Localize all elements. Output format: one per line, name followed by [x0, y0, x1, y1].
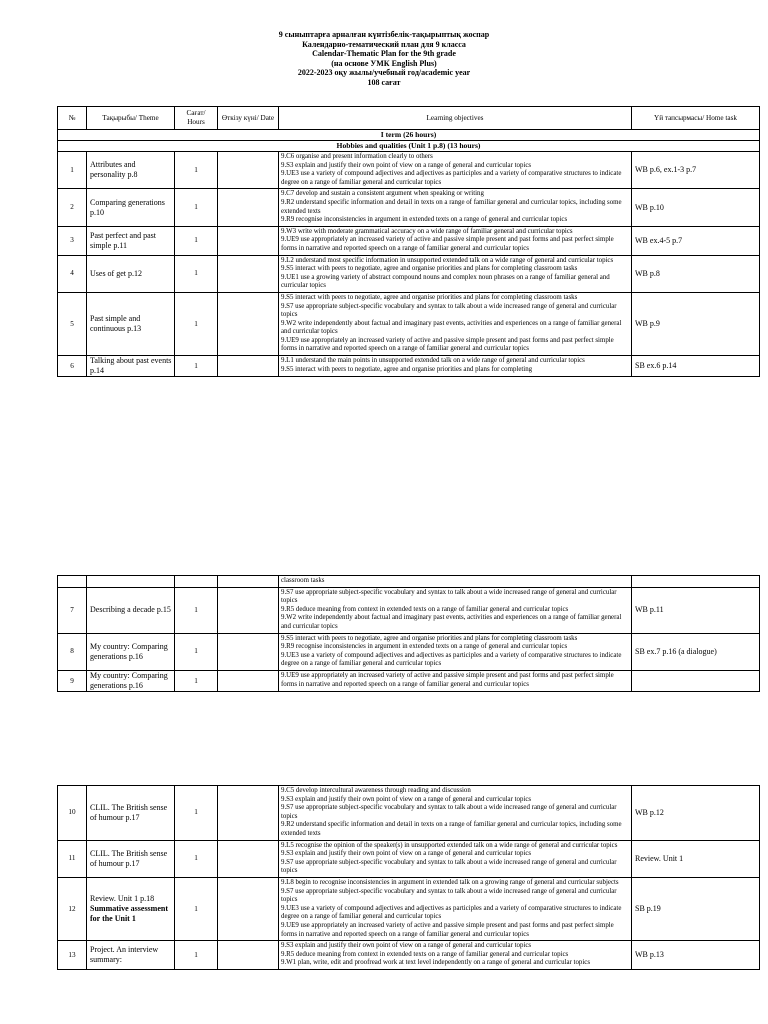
header-line-umk: (на основе УМК English Plus) [331, 58, 437, 68]
learning-objectives [279, 941, 632, 970]
home-task: SB p.19 [632, 877, 760, 940]
lesson-theme [87, 941, 175, 970]
lesson-theme [87, 670, 175, 691]
home-task: Review. Unit 1 [632, 840, 760, 877]
objective-item: 9.S5 interact with peers to negotiate, agree and organise priorities and plans for completing classroom tasks [281, 293, 578, 301]
lesson-hours: 1 [175, 670, 218, 691]
learning-objectives [279, 670, 632, 691]
objective-item: 9.R2 understand specific information and detail in texts on a range of familiar general and curricular topics, including some extended texts [281, 198, 622, 215]
objective-item: 9.S3 explain and justify their own point of view on a range of general and curricular topics [281, 850, 532, 858]
table-row [58, 189, 760, 226]
lesson-hours: 1 [175, 840, 218, 877]
lesson-date [218, 226, 279, 255]
objective-item: 9.S3 explain and justify their own point of view on a range of general and curricular topics [281, 161, 532, 169]
objective-item: 9.UE9 use appropriately an increased variety of active and passive simple present and past forms and past perfect simple forms in narrative and reported speech on a range of familiar general and curricular topics [281, 336, 614, 353]
lesson-theme-text: Uses of get p.12 [90, 268, 142, 278]
lesson-theme [87, 152, 175, 189]
col-header-home-task: Үй тапсырмасы/ Home task [632, 107, 760, 130]
objective-item: 9.L8 begin to recognise inconsistencies in argument in extended talk on a growing range of general and curricular subjects [281, 878, 619, 886]
lesson-number: 9 [58, 670, 87, 691]
learning-objectives [279, 840, 632, 877]
objective-item: 9.UE9 use appropriately an increased variety of active and passive simple present and past forms and past perfect simple forms in narrative and reported speech on a range of familiar general and curricular topics [281, 671, 614, 688]
lesson-theme-text: Talking about past events p.14 [90, 356, 172, 376]
home-task [632, 670, 760, 691]
header-line-year: 2022-2023 оқу жылы/учебный год/academic year [297, 68, 471, 77]
plan-table-part-1 [57, 106, 760, 377]
objective-item: 9.S7 use appropriate subject-specific vocabulary and syntax to talk about a wide increased range of general and curricular topics [281, 887, 617, 904]
home-task: WB p.11 [632, 587, 760, 633]
lesson-theme-text: Comparing generations p.10 [90, 197, 165, 217]
objective-item: 9.UE9 use appropriately an increased variety of active and passive simple present and past forms and past perfect simple forms in narrative and reported speech on a range of familiar general and curricular topics [281, 921, 614, 938]
lesson-number: 13 [58, 941, 87, 970]
table-row [58, 226, 760, 255]
lesson-theme-text: CLIL. The British sense of humour p.17 [90, 848, 168, 868]
home-task: WB p.6, ex.1-3 p.7 [632, 152, 760, 189]
objective-item: 9.S3 explain and justify their own point of view on a range of general and curricular topics [281, 795, 532, 803]
plan-table-part-2 [57, 575, 760, 692]
table-row [58, 587, 760, 633]
lesson-number: 2 [58, 189, 87, 226]
objective-item: 9.W2 write independently about factual and imaginary past events, activities and experiences on a range of familiar general and curricular topics [281, 614, 622, 630]
learning-objectives [279, 226, 632, 255]
lesson-date [218, 356, 279, 377]
objective-item: 9.R5 deduce meaning from context in extended texts on a range of familiar general and curricular topics [281, 605, 569, 613]
objective-item: 9.S7 use appropriate subject-specific vocabulary and syntax to talk about a wide increased range of general and curricular topics [281, 804, 617, 820]
lesson-hours: 1 [175, 292, 218, 355]
objective-item: 9.UE1 use a growing variety of abstract compound nouns and complex noun phrases on a range of familiar general and curricular topics [281, 273, 610, 290]
header-line-english: Calendar-Thematic Plan for the 9th grade [312, 49, 456, 58]
objective-item: 9.S3 explain and justify their own point of view on a range of general and curricular topics [281, 942, 532, 950]
term-row [58, 130, 760, 141]
lesson-number [58, 576, 87, 588]
lesson-theme-text: Project. An interview summary: [90, 944, 159, 964]
table-row [58, 840, 760, 877]
table-row [58, 356, 760, 377]
objective-item: 9.UE3 use a variety of compound adjectives and adjectives as participles and a variety of comparative structures to indicate degree on a range of familiar general and curricular topics [281, 170, 622, 186]
plan-table-part-3 [57, 785, 760, 970]
assessment-label: Summative assessment for the Unit 1 [90, 904, 168, 924]
learning-objectives [279, 255, 632, 292]
learning-objectives [279, 356, 632, 377]
lesson-number: 6 [58, 356, 87, 377]
header-line-hours: 108 сағат [367, 77, 401, 87]
unit-row [58, 141, 760, 152]
document-header [0, 30, 768, 87]
learning-objectives [279, 292, 632, 355]
lesson-date [218, 189, 279, 226]
objective-item: 9.UE9 use appropriately an increased variety of active and passive simple present and past forms and past perfect simple forms in narrative and reported speech on a range of familiar general and curricular topics [281, 236, 614, 252]
objective-item: 9.L5 recognise the opinion of the speaker(s) in unsupported extended talk on a wide range of general and curricular topics [281, 841, 618, 849]
home-task: WB p.8 [632, 255, 760, 292]
learning-objectives [279, 786, 632, 841]
lesson-hours: 1 [175, 587, 218, 633]
objective-item: 9.S7 use appropriate subject-specific vocabulary and syntax to talk about a wide increased range of general and curricular topics [281, 858, 617, 875]
lesson-number: 12 [58, 877, 87, 940]
objective-item: 9.C7 develop and sustain a consistent argument when speaking or writing [281, 190, 484, 198]
lesson-hours: 1 [175, 189, 218, 226]
lesson-hours [175, 576, 218, 588]
col-header-hours: Сағат/ Hours [175, 107, 218, 130]
lesson-theme-text: Review. Unit 1 p.18 [90, 894, 155, 904]
objective-item: 9.W2 write independently about factual and imaginary past events, activities and experiences on a range of familiar general and curricular topics [281, 319, 622, 336]
lesson-date [218, 152, 279, 189]
lesson-theme-text: My country: Comparing generations p.16 [90, 641, 168, 661]
lesson-theme [87, 356, 175, 377]
home-task [632, 576, 760, 588]
objective-item: 9.UE3 use a variety of compound adjectives and adjectives as participles and a variety of comparative structures to indicate degree on a range of familiar general and curricular topics [281, 651, 622, 668]
objective-item: 9.R2 understand specific information and detail in texts on a range of familiar general and curricular topics, including some extended texts [281, 821, 622, 837]
objective-item: 9.R9 recognise inconsistencies in argument in extended texts on a range of general and curricular topics [281, 643, 568, 651]
table-row [58, 292, 760, 355]
learning-objectives [279, 877, 632, 940]
objective-item: 9.S5 interact with peers to negotiate, agree and organise priorities and plans for completing classroom tasks [281, 265, 578, 273]
col-header-number: № [58, 107, 87, 130]
objective-item: 9.C6 organise and present information clearly to others [281, 153, 433, 160]
lesson-date [218, 633, 279, 670]
home-task: WB p.9 [632, 292, 760, 355]
objective-item: 9.R9 recognise inconsistencies in argument in extended texts on a range of general and curricular topics [281, 216, 568, 224]
table-row [58, 255, 760, 292]
lesson-theme [87, 587, 175, 633]
table-row [58, 633, 760, 670]
home-task: SB ex.7 p.16 (a dialogue) [632, 633, 760, 670]
lesson-date [218, 877, 279, 940]
lesson-theme [87, 840, 175, 877]
lesson-hours: 1 [175, 941, 218, 970]
lesson-date [218, 587, 279, 633]
lesson-hours: 1 [175, 255, 218, 292]
lesson-theme [87, 189, 175, 226]
lesson-theme-text: Past simple and continuous p.13 [90, 313, 142, 333]
objective-item: 9.S5 interact with peers to negotiate, agree and organise priorities and plans for completing [281, 365, 533, 373]
home-task: WB p.10 [632, 189, 760, 226]
lesson-number: 1 [58, 152, 87, 189]
lesson-date [218, 292, 279, 355]
home-task: WB p.13 [632, 941, 760, 970]
objective-item: 9.C5 develop intercultural awareness through reading and discussion [281, 787, 471, 794]
lesson-hours: 1 [175, 633, 218, 670]
lesson-theme [87, 576, 175, 588]
objective-item: 9.S7 use appropriate subject-specific vocabulary and syntax to talk about a wide increased range of general and curricular topics [281, 302, 617, 319]
learning-objectives [279, 633, 632, 670]
lesson-theme-text: My country: Comparing generations p.16 [90, 670, 168, 690]
lesson-number: 11 [58, 840, 87, 877]
lesson-theme-text: CLIL. The British sense of humour p.17 [90, 802, 168, 822]
table-row [58, 152, 760, 189]
table-row [58, 877, 760, 940]
learning-objectives [279, 189, 632, 226]
learning-objectives [279, 587, 632, 633]
learning-objectives [279, 152, 632, 189]
col-header-objectives: Learning objectives [279, 107, 632, 130]
objective-item: 9.W1 plan, write, edit and proofread work at text level independently on a range of general and curricular topics [281, 959, 591, 967]
learning-objectives [279, 576, 632, 588]
home-task: WB p.12 [632, 786, 760, 841]
lesson-theme [87, 877, 175, 940]
lesson-date [218, 840, 279, 877]
lesson-number: 4 [58, 255, 87, 292]
objective-item: 9.L2 understand most specific information in unsupported extended talk on a wide range of general and curricular topics [281, 256, 614, 264]
table-row [58, 670, 760, 691]
lesson-date [218, 786, 279, 841]
home-task: SB ex.6 p.14 [632, 356, 760, 377]
lesson-hours: 1 [175, 152, 218, 189]
objective-item: 9.L1 understand the main points in unsupported extended talk on a wide range of general and curricular topics [281, 357, 585, 365]
objective-item: 9.UE3 use a variety of compound adjectives and adjectives as participles and a variety of comparative structures to indicate degree on a range of familiar general and curricular topics [281, 904, 622, 921]
lesson-date [218, 576, 279, 588]
objective-item: 9.S5 interact with peers to negotiate, agree and organise priorities and plans for completing classroom tasks [281, 634, 578, 642]
term-label: I term (26 hours) [58, 130, 760, 141]
lesson-theme [87, 292, 175, 355]
lesson-number: 5 [58, 292, 87, 355]
unit-label: Hobbies and qualities (Unit 1 p.8) (13 hours) [58, 141, 760, 152]
lesson-theme-text: Attributes and personality p.8 [90, 160, 138, 180]
lesson-hours: 1 [175, 877, 218, 940]
lesson-theme-text: Past perfect and past simple p.11 [90, 230, 156, 250]
objective-item: 9.S7 use appropriate subject-specific vocabulary and syntax to talk about a wide increased range of general and curricular topics [281, 588, 617, 605]
lesson-theme [87, 226, 175, 255]
header-line-kazakh: 9 сыныптарға арналған күнтізбелік-тақырыптық жоспар [278, 30, 490, 39]
objective-item: classroom tasks [281, 577, 325, 584]
table-row [58, 941, 760, 970]
header-line-russian: Календарно-тематический план для 9 класса [302, 39, 466, 49]
lesson-theme [87, 255, 175, 292]
lesson-hours: 1 [175, 356, 218, 377]
lesson-number: 7 [58, 587, 87, 633]
table-row [58, 786, 760, 841]
lesson-hours: 1 [175, 226, 218, 255]
lesson-number: 10 [58, 786, 87, 841]
lesson-theme-text: Describing a decade p.15 [90, 605, 171, 615]
lesson-hours: 1 [175, 786, 218, 841]
lesson-date [218, 255, 279, 292]
objective-item: 9.W3 write with moderate grammatical accuracy on a wide range of familiar general and curricular topics [281, 227, 573, 235]
lesson-date [218, 670, 279, 691]
table-row [58, 576, 760, 588]
table-header-row [58, 107, 760, 130]
lesson-theme [87, 633, 175, 670]
col-header-theme: Тақырыбы/ Theme [87, 107, 175, 130]
objective-item: 9.R5 deduce meaning from context in extended texts on a range of familiar general and curricular topics [281, 950, 569, 958]
home-task: WB ex.4-5 p.7 [632, 226, 760, 255]
lesson-number: 3 [58, 226, 87, 255]
lesson-theme [87, 786, 175, 841]
lesson-date [218, 941, 279, 970]
lesson-number: 8 [58, 633, 87, 670]
col-header-date: Өткізу күні/ Date [218, 107, 279, 130]
